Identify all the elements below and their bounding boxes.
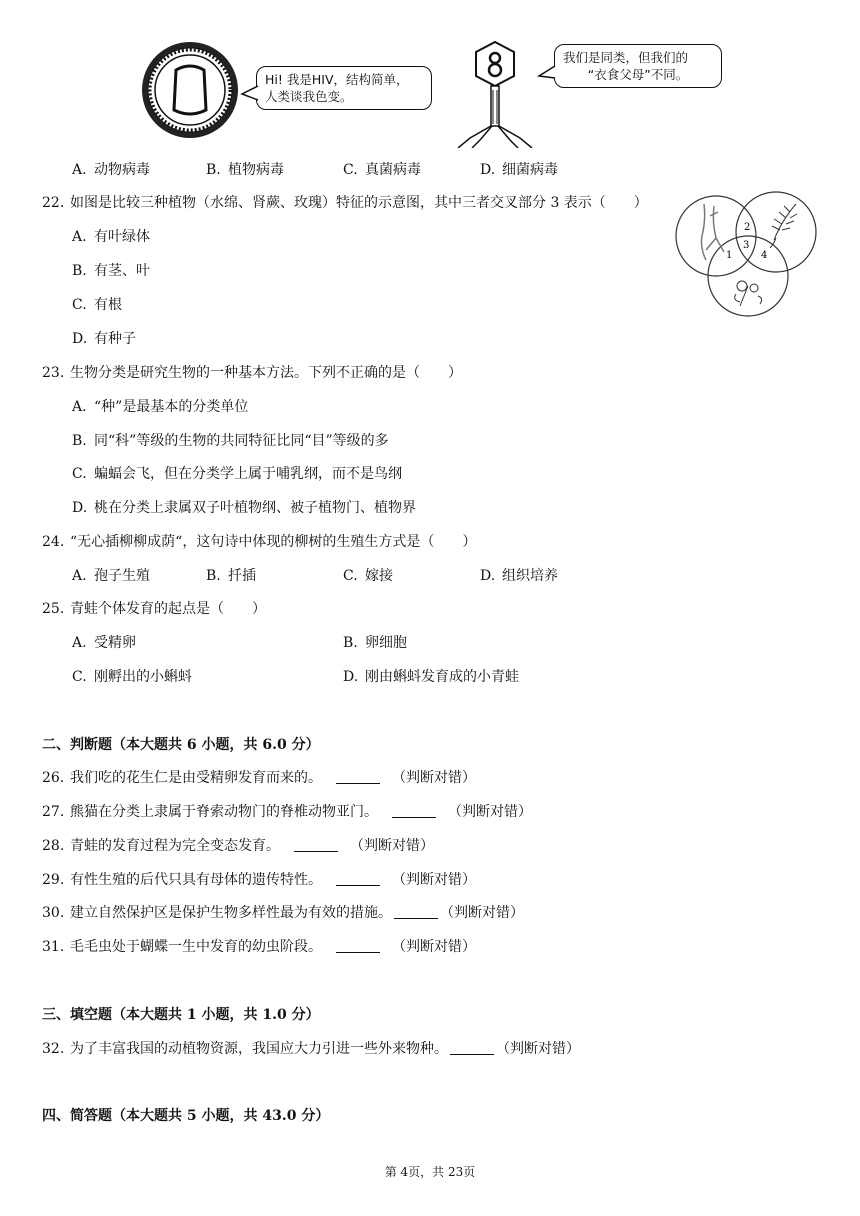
option-letter: C. — [72, 466, 87, 482]
option-letter: B. — [206, 162, 221, 178]
q25-option-d — [343, 667, 519, 687]
venn-label-1: 1 — [726, 250, 733, 261]
question-number: 23. — [42, 365, 65, 381]
question-text: 生物分类是研究生物的一种基本方法。下列不正确的是（ ） — [70, 365, 462, 381]
question-number: 27. — [42, 804, 65, 820]
q22-option-a — [72, 227, 150, 247]
section-2-heading: 二、判断题（本大题共 6 小题，共 6.0 分） — [42, 737, 320, 753]
answer-blank[interactable] — [394, 904, 438, 919]
option-text: “种”是最基本的分类单位 — [94, 399, 249, 415]
q27-statement — [42, 802, 532, 822]
option-text: 卵细胞 — [365, 635, 407, 651]
option-letter: B. — [72, 263, 87, 279]
question-number: 29. — [42, 872, 65, 888]
answer-blank[interactable] — [294, 837, 338, 852]
question-number: 26. — [42, 770, 65, 786]
rose-drawing — [735, 281, 762, 306]
hiv-virus-drawing — [140, 40, 240, 140]
question-text: 熊猫在分类上隶属于脊索动物门的脊椎动物亚门。 — [70, 804, 378, 820]
hiv-bubble-line1: Hi! 我是HIV，结构简单， — [265, 72, 409, 87]
option-text: 扦插 — [228, 568, 256, 584]
option-text: 有根 — [94, 297, 122, 313]
q25-option-b — [343, 633, 407, 653]
option-letter: D. — [480, 162, 496, 178]
q22-option-d — [72, 329, 136, 349]
q25-stem — [42, 599, 266, 619]
phage-bubble-line2: “衣食父母”不同。 — [587, 67, 689, 82]
option-text: 细菌病毒 — [502, 162, 558, 178]
question-suffix: （判断对错） — [448, 804, 532, 820]
option-text: 真菌病毒 — [365, 162, 421, 178]
question-number: 32. — [42, 1041, 65, 1057]
question-text: 青蛙的发育过程为完全变态发育。 — [70, 838, 280, 854]
option-letter: C. — [72, 669, 87, 685]
q24-option-a — [72, 566, 150, 586]
q22-option-b — [72, 261, 150, 281]
option-letter: A. — [72, 162, 87, 178]
option-letter: B. — [343, 635, 358, 651]
q23-option-a — [72, 397, 248, 417]
option-text: 同“科”等级的生物的共同特征比同“目”等级的多 — [94, 433, 389, 449]
fern-drawing — [770, 204, 797, 248]
venn-label-4: 4 — [761, 250, 768, 261]
hiv-virus-figure — [140, 40, 240, 140]
question-text: 有性生殖的后代只具有母体的遗传特性。 — [70, 872, 322, 888]
option-text: 有种子 — [94, 331, 136, 347]
question-text: 青蛙个体发育的起点是（ ） — [70, 601, 266, 617]
phage-bubble-tail — [537, 64, 557, 84]
hiv-bubble-tail — [240, 84, 260, 104]
q21-option-d — [480, 160, 558, 180]
option-letter: A. — [72, 399, 87, 415]
q21-option-b — [206, 160, 284, 180]
option-text: 植物病毒 — [228, 162, 284, 178]
option-letter: D. — [72, 500, 88, 516]
answer-blank[interactable] — [336, 871, 380, 886]
q22-option-c — [72, 295, 122, 315]
question-number: 24. — [42, 534, 65, 550]
q22-stem — [42, 193, 648, 213]
question-text: “无心插柳柳成荫“，这句诗中体现的柳树的生殖生方式是（ ） — [70, 534, 477, 550]
question-suffix: （判断对错） — [440, 905, 524, 921]
bacteriophage-figure — [440, 38, 550, 148]
q23-option-d — [72, 498, 416, 518]
question-number: 28. — [42, 838, 65, 854]
option-text: 有叶绿体 — [94, 229, 150, 245]
phage-bubble-line1: 我们是同类，但我们的 — [563, 50, 689, 65]
q24-option-b — [206, 566, 256, 586]
answer-blank[interactable] — [336, 769, 380, 784]
question-suffix: （判断对错） — [392, 872, 476, 888]
page-footer: 第 4页，共 23页 — [384, 1165, 476, 1179]
section-4-heading: 四、简答题（本大题共 5 小题，共 43.0 分） — [42, 1108, 330, 1124]
option-letter: C. — [72, 297, 87, 313]
spirogyra-drawing — [702, 204, 725, 260]
q21-option-c — [343, 160, 421, 180]
phage-speech-bubble — [554, 44, 722, 88]
q25-option-c — [72, 667, 192, 687]
option-letter: A. — [72, 568, 87, 584]
answer-blank[interactable] — [392, 803, 436, 818]
question-number: 30. — [42, 905, 65, 921]
option-text: 桃在分类上隶属双子叶植物纲、被子植物门、植物界 — [94, 500, 416, 516]
option-letter: C. — [343, 568, 358, 584]
answer-blank[interactable] — [450, 1040, 494, 1055]
venn-label-2: 2 — [744, 222, 751, 233]
option-letter: D. — [72, 331, 88, 347]
q24-stem — [42, 532, 476, 552]
hiv-speech-bubble — [256, 66, 432, 110]
answer-blank[interactable] — [336, 938, 380, 953]
plant-venn-diagram — [670, 190, 820, 318]
question-text: 如图是比较三种植物（水绵、肾蕨、玫瑰）特征的示意图，其中三者交叉部分 3 表示（ ） — [70, 195, 648, 211]
q24-option-c — [343, 566, 393, 586]
option-letter: C. — [343, 162, 358, 178]
q23-option-c — [72, 464, 402, 484]
bacteriophage-drawing — [440, 38, 550, 148]
question-text: 我们吃的花生仁是由受精卵发育而来的。 — [70, 770, 322, 786]
section-3-heading: 三、填空题（本大题共 1 小题，共 1.0 分） — [42, 1007, 320, 1023]
q31-statement — [42, 937, 476, 957]
question-suffix: （判断对错） — [350, 838, 434, 854]
question-number: 22. — [42, 195, 65, 211]
option-text: 有茎、叶 — [94, 263, 150, 279]
option-text: 受精卵 — [94, 635, 136, 651]
option-text: 动物病毒 — [94, 162, 150, 178]
question-suffix: （判断对错） — [392, 939, 476, 955]
option-letter: B. — [206, 568, 221, 584]
q29-statement — [42, 870, 476, 890]
question-text: 毛毛虫处于蝴蝶一生中发育的幼虫阶段。 — [70, 939, 322, 955]
question-text: 为了丰富我国的动植物资源，我国应大力引进一些外来物种。 — [70, 1041, 448, 1057]
option-letter: D. — [343, 669, 359, 685]
option-text: 孢子生殖 — [94, 568, 150, 584]
q26-statement — [42, 768, 476, 788]
q23-stem — [42, 363, 462, 383]
q23-option-b — [72, 431, 389, 451]
option-text: 刚由蝌蚪发育成的小青蛙 — [365, 669, 519, 685]
question-suffix: （判断对错） — [392, 770, 476, 786]
option-text: 蝙蝠会飞，但在分类学上属于哺乳纲，而不是鸟纲 — [94, 466, 402, 482]
option-letter: B. — [72, 433, 87, 449]
hiv-bubble-line2: 人类谈我色变。 — [265, 89, 353, 104]
question-text: 建立自然保护区是保护生物多样性最为有效的措施。 — [70, 905, 392, 921]
option-letter: A. — [72, 229, 87, 245]
option-letter: D. — [480, 568, 496, 584]
q28-statement — [42, 836, 434, 856]
question-number: 31. — [42, 939, 65, 955]
option-text: 刚孵出的小蝌蚪 — [94, 669, 192, 685]
q21-option-a — [72, 160, 150, 180]
q25-option-a — [72, 633, 136, 653]
option-text: 嫁接 — [365, 568, 393, 584]
q30-statement — [42, 903, 524, 923]
option-letter: A. — [72, 635, 87, 651]
question-number: 25. — [42, 601, 65, 617]
venn-label-3: 3 — [743, 240, 750, 251]
q24-option-d — [480, 566, 558, 586]
option-text: 组织培养 — [502, 568, 558, 584]
q32-statement — [42, 1039, 580, 1059]
question-suffix: （判断对错） — [496, 1041, 580, 1057]
